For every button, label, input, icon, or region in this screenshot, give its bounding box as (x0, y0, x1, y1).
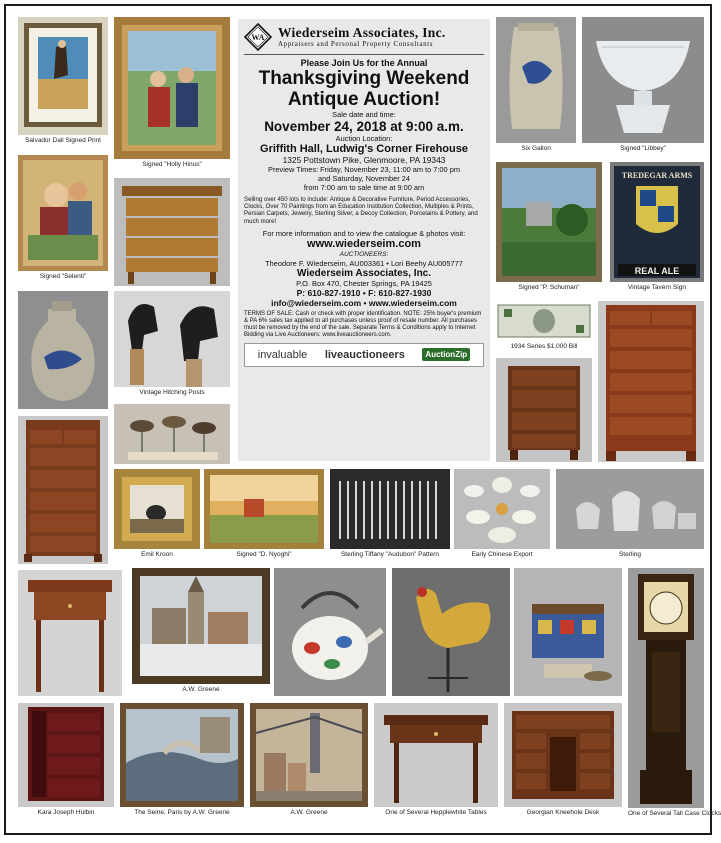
lot-photo (556, 469, 704, 549)
lot-photo (114, 404, 230, 464)
lot-chinese-export (454, 469, 550, 561)
terms-of-sale: TERMS OF SALE: Cash or check with proper identification. NOTE: 25% buyer's premium & PA 6% sales tax applied to all purchases unless proof of resale number. All purchases must be removed by the end of the sale. Separate Terms & Conditions apply to Internet Bidding via Live Auctioneers: www.liveauctioneers.com. (244, 310, 482, 338)
lot-caption: Signed "P. Schuman" (518, 284, 580, 291)
lot-photo (496, 358, 592, 462)
event-title-line2: Antique Auction! (287, 89, 441, 110)
date-label: Sale date and time: (332, 110, 396, 119)
location-label: Auction Location: (335, 134, 393, 143)
lot-selenti-painting (18, 155, 108, 283)
lot-photo (330, 469, 450, 549)
lot-caption: The Seine, Paris by A.W. Greene (134, 809, 230, 816)
lot-caption: Salvador Dali Signed Print (25, 137, 101, 144)
svg-text:TREDEGAR ARMS: TREDEGAR ARMS (621, 171, 693, 180)
lot-photo (598, 301, 704, 462)
lot-greene-winter-painting (132, 568, 270, 696)
lot-photo (120, 703, 244, 807)
lot-photo (18, 17, 108, 135)
lot-chest-on-chest (598, 301, 704, 462)
lot-tall-chest (18, 416, 108, 564)
auctioneers-label: AUCTIONEERS: (339, 250, 389, 258)
lot-caption: One of Several Tall Case Clocks (628, 810, 721, 817)
lot-photo (132, 568, 270, 684)
lot-decoys (114, 404, 230, 464)
lot-caption: A.W. Greene (182, 686, 220, 693)
lot-side-table (18, 570, 122, 696)
lot-photo (114, 178, 230, 286)
company-tagline: Appraisers and Personal Property Consultants (278, 39, 434, 48)
lot-caption: Signed "Libbey" (620, 145, 666, 152)
invite-line: Please Join Us for the Annual (300, 58, 428, 68)
lot-rooster-weathervane (392, 568, 510, 696)
sale-description: Selling over 450 lots to include: Antique & Decorative Furniture, Period Accessories, Clocks, Over 70 Paintings from an Education Institution Collection, Multiples & Prints, Persian Carpets, Jewelry, Sterling Silver, a Decoy Collection, Porcelains & Pottery, and much more! (244, 196, 478, 225)
lot-decorative-box (514, 568, 622, 696)
company-name: Wiederseim Associates, Inc. (278, 24, 446, 40)
lot-nyoghi-painting (204, 469, 324, 561)
lot-caption: Sterling Tiffany "Audubon" Pattern (340, 551, 440, 558)
lot-photo (496, 301, 592, 341)
lot-stoneware-jug (18, 291, 108, 409)
lot-photo (374, 703, 498, 807)
auction-info-panel (238, 19, 490, 461)
preview-line1: Preview Times: Friday, November 23, 11:00 am to 7:00 pm (268, 165, 460, 174)
info-line: For more information and to view the catalogue & photos visit: (262, 228, 466, 238)
lot-painted-chest (18, 703, 114, 819)
lot-caption: Vintage Tavern Sign (628, 284, 686, 291)
location-name: Griffith Hall, Ludwig's Corner Firehouse (260, 143, 468, 155)
lot-photo (204, 469, 324, 549)
lot-hepplewhite-table (374, 703, 498, 819)
location-address: 1325 Pottstown Pike, Glenmoore, PA 19343 (282, 155, 446, 165)
lot-caption: Sterling (618, 551, 642, 558)
lot-photo (274, 568, 386, 696)
lot-photo (114, 17, 230, 159)
lot-tiffany-flatware (330, 469, 450, 561)
lot-photo (18, 416, 108, 564)
partner-logos (244, 343, 484, 367)
lot-photo (628, 568, 704, 808)
auction-flyer (4, 4, 721, 835)
lot-1000-bill (496, 301, 592, 353)
lot-photo (18, 291, 108, 409)
lot-caption: A.W. Greene (290, 809, 328, 816)
lot-sterling-tea-set (556, 469, 704, 561)
lot-photo (18, 703, 114, 807)
event-title-line1: Thanksgiving Weekend (258, 68, 470, 89)
phone-fax: P: 610-827-1910 • F: 610-827-1930 (296, 287, 432, 298)
company-logo-icon (244, 23, 272, 51)
lot-photo (496, 162, 602, 282)
lot-porcelain-kettle (274, 568, 386, 696)
lot-bowfront-chest (114, 178, 230, 286)
lot-photo (114, 291, 230, 387)
lot-seine-painting (120, 703, 244, 819)
lot-dali-print (18, 17, 108, 147)
contact-company: Wiederseim Associates, Inc. (296, 267, 432, 279)
invaluable-logo[interactable]: invaluable (257, 348, 308, 361)
lot-six-gallon-crock (496, 17, 576, 155)
lot-libbey-punch-bowl (582, 17, 704, 155)
lot-kneehole-desk (504, 703, 622, 819)
lot-photo (18, 155, 108, 271)
svg-text:WA: WA (251, 33, 265, 42)
lot-caption: Signed "D. Nyoghi" (236, 551, 292, 558)
lot-tall-case-clock (628, 568, 721, 820)
svg-text:REAL ALE: REAL ALE (634, 266, 680, 276)
website-link[interactable]: www.wiederseim.com (307, 237, 421, 250)
lot-caption: One of Several Hepplewhite Tables (385, 809, 487, 816)
lot-holly-hinus-painting (114, 17, 230, 171)
contact-address: P.O. Box 470, Chester Springs, PA 19425 (296, 278, 432, 288)
lot-caption: Georgian Kneehole Desk (526, 809, 600, 816)
lot-caption: Six Gallon (521, 145, 551, 152)
lot-photo (496, 17, 576, 143)
lot-photo (392, 568, 510, 696)
lot-caption: Early Chinese Export (471, 551, 533, 558)
lot-schuman-painting (496, 162, 602, 294)
preview-line3: from 7:00 am to sale time at 9:00 am (303, 183, 425, 192)
lot-caption: Kara Joseph Hulbin (37, 809, 95, 816)
lot-photo (454, 469, 550, 549)
lot-photo (250, 703, 368, 807)
lot-tavern-sign (610, 162, 704, 294)
lot-photo (514, 568, 622, 696)
lot-photo (114, 469, 200, 549)
lot-photo (18, 570, 122, 696)
lot-photo (610, 162, 704, 282)
lot-caption: Signed "Selenti" (39, 273, 87, 280)
lot-photo (582, 17, 704, 143)
liveauctioneers-logo[interactable]: liveauctioneers (324, 348, 405, 361)
lot-caption: 1934 Series $1,000 Bill (510, 343, 578, 350)
preview-line2: and Saturday, November 24 (318, 174, 410, 183)
sale-date: November 24, 2018 at 9:00 a.m. (264, 119, 464, 134)
lot-photo (504, 703, 622, 807)
email-website[interactable]: info@wiederseim.com • www.wiederseim.com (271, 297, 457, 308)
company-header (244, 23, 484, 55)
auctionzip-logo[interactable]: AuctionZip (422, 348, 470, 361)
lot-hitching-posts (114, 291, 230, 399)
auctioneers-names: Theodore F. Wiederseim, AU003361 • Lori Beehy AU005777 (265, 258, 463, 268)
lot-greene-bridge-painting (250, 703, 368, 819)
lot-caption: Vintage Hitching Posts (139, 389, 205, 396)
lot-small-chest (496, 358, 592, 462)
lot-caption: Emil Kroon (141, 551, 173, 558)
lot-emil-kroon-painting (114, 469, 200, 561)
lot-caption: Signed "Holly Hinus" (142, 161, 202, 168)
